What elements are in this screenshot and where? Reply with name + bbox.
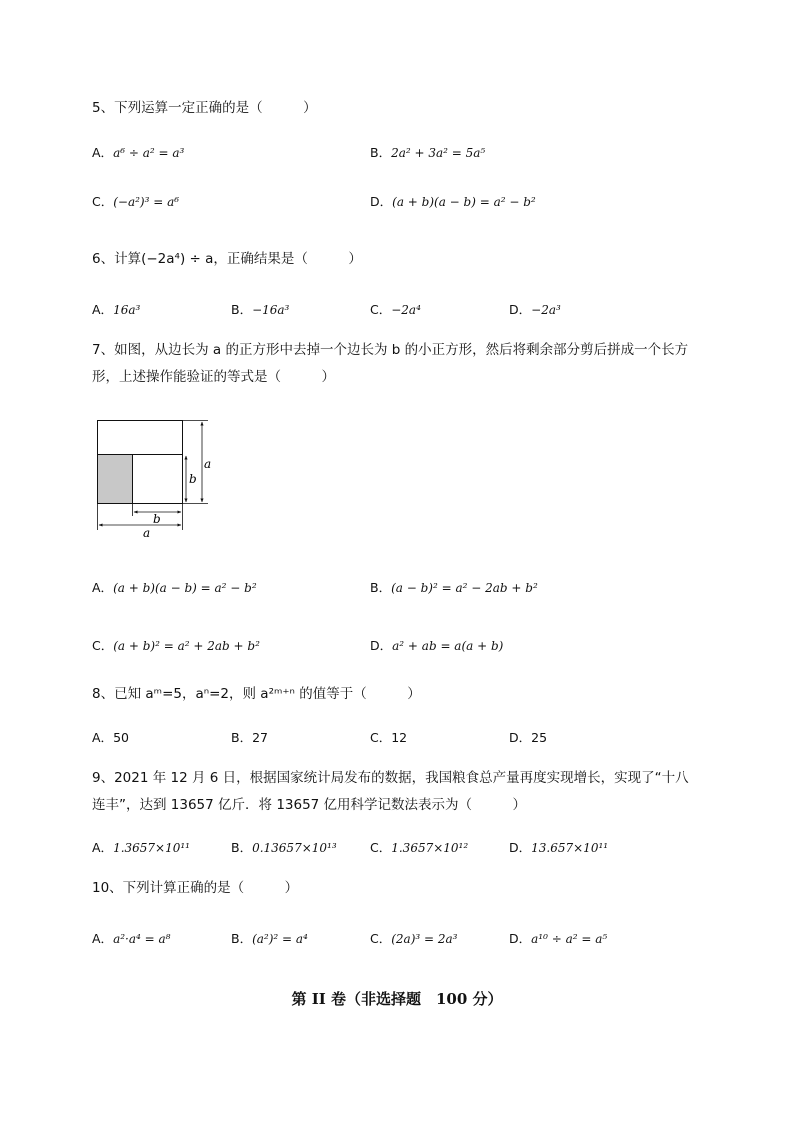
question-9-stem-line2: 连丰”，达到 13657 亿斤．将 13657 亿用科学记数法表示为（ ） [92, 797, 527, 813]
question-9-stem-line1: 9、2021 年 12 月 6 日，根据国家统计局发布的数据，我国粮食总产量再度实现增长，实现了“十八 [92, 770, 689, 786]
option-expression: −2a³ [531, 303, 561, 317]
label-a-right: a [204, 457, 212, 471]
option-expression: a² + ab = a(a + b) [392, 639, 504, 653]
option-label: A． [92, 302, 114, 317]
option-label: C． [370, 931, 392, 946]
option-expression: (a + b)(a − b) = a² − b² [392, 195, 536, 209]
option-expression: (2a)³ = 2a³ [391, 932, 458, 946]
q9-option-c [370, 840, 468, 856]
question-8-stem: 8、已知 aᵐ=5，aⁿ=2，则 a²ᵐ⁺ⁿ 的值等于（ ） [92, 686, 421, 702]
option-expression: 1.3657×10¹² [391, 841, 469, 855]
option-expression: (a − b)² = a² − 2ab + b² [391, 581, 538, 595]
option-label: D． [509, 931, 532, 946]
option-expression: (a + b)² = a² + 2ab + b² [113, 639, 260, 653]
option-expression: a¹⁰ ÷ a² = a⁵ [531, 932, 608, 946]
q8-option-a [92, 730, 129, 746]
option-label: C． [370, 730, 392, 745]
question-5-stem: 5、下列运算一定正确的是（ ） [92, 100, 317, 116]
q10-option-b [231, 931, 308, 947]
question-10-stem: 10、下列计算正确的是（ ） [92, 880, 299, 896]
option-expression: (−a²)³ = a⁶ [113, 195, 180, 209]
option-label: A． [92, 931, 114, 946]
question-7-stem-line1: 7、如图，从边长为 a 的正方形中去掉一个边长为 b 的小正方形，然后将剩余部分剪后拼成一个长方 [92, 342, 689, 358]
q7-option-c [92, 638, 260, 654]
option-label: B． [231, 302, 253, 317]
q8-option-d [509, 730, 547, 746]
label-b-bottom: b [153, 512, 161, 526]
option-label: C． [370, 302, 392, 317]
option-label: B． [231, 840, 253, 855]
option-expression: 1.3657×10¹¹ [113, 841, 190, 855]
option-label: D． [370, 194, 393, 209]
q7-square-figure [90, 412, 220, 542]
option-expression: (a²)² = a⁴ [252, 932, 308, 946]
question-6-stem: 6、计算(−2a⁴) ÷ a，正确结果是（ ） [92, 251, 362, 267]
option-label: A． [92, 730, 114, 745]
option-expression: 2a² + 3a² = 5a⁵ [391, 146, 486, 160]
q10-option-a [92, 931, 170, 947]
q10-option-d [509, 931, 607, 947]
q6-option-a [92, 302, 140, 318]
option-expression: 50 [113, 730, 129, 745]
q5-option-c [92, 194, 179, 210]
option-expression: a⁶ ÷ a² = a³ [113, 146, 185, 160]
option-label: D． [370, 638, 393, 653]
q5-option-b [370, 145, 485, 161]
option-label: D． [509, 302, 532, 317]
q5-option-a [92, 145, 184, 161]
option-label: B． [231, 931, 253, 946]
option-expression: a²·a⁴ = a⁸ [113, 932, 171, 946]
option-label: B． [370, 580, 392, 595]
q8-option-b [231, 730, 268, 746]
section-title: 第 II 卷（非选择题 100 分） [291, 990, 503, 1008]
q9-option-a [92, 840, 190, 856]
option-label: D． [509, 840, 532, 855]
option-expression: −2a⁴ [391, 303, 421, 317]
shaded-region [98, 455, 133, 504]
q7-option-d [370, 638, 503, 654]
option-expression: −16a³ [252, 303, 290, 317]
option-label: C． [92, 638, 114, 653]
option-label: B． [370, 145, 392, 160]
option-label: A． [92, 145, 114, 160]
option-expression: 0.13657×10¹³ [252, 841, 337, 855]
q9-option-b [231, 840, 337, 856]
option-label: B． [231, 730, 253, 745]
option-label: A． [92, 580, 114, 595]
option-expression: (a + b)(a − b) = a² − b² [113, 581, 257, 595]
option-expression: 25 [531, 730, 548, 745]
option-expression: 27 [252, 730, 268, 745]
option-label: D． [509, 730, 532, 745]
option-label: C． [370, 840, 392, 855]
option-expression: 13.657×10¹¹ [531, 841, 609, 855]
option-expression: 16a³ [113, 303, 141, 317]
q8-option-c [370, 730, 407, 746]
option-label: A． [92, 840, 114, 855]
label-a-bottom: a [143, 526, 151, 540]
q9-option-d [509, 840, 608, 856]
q5-option-d [370, 194, 536, 210]
q7-option-a [92, 580, 257, 596]
q10-option-c [370, 931, 457, 947]
label-b-right: b [189, 472, 197, 486]
question-7-stem-line2: 形，上述操作能验证的等式是（ ） [92, 369, 335, 385]
q6-option-b [231, 302, 289, 318]
option-label: C． [92, 194, 114, 209]
q7-option-b [370, 580, 538, 596]
q6-option-c [370, 302, 421, 318]
q6-option-d [509, 302, 561, 318]
option-expression: 12 [391, 730, 408, 745]
